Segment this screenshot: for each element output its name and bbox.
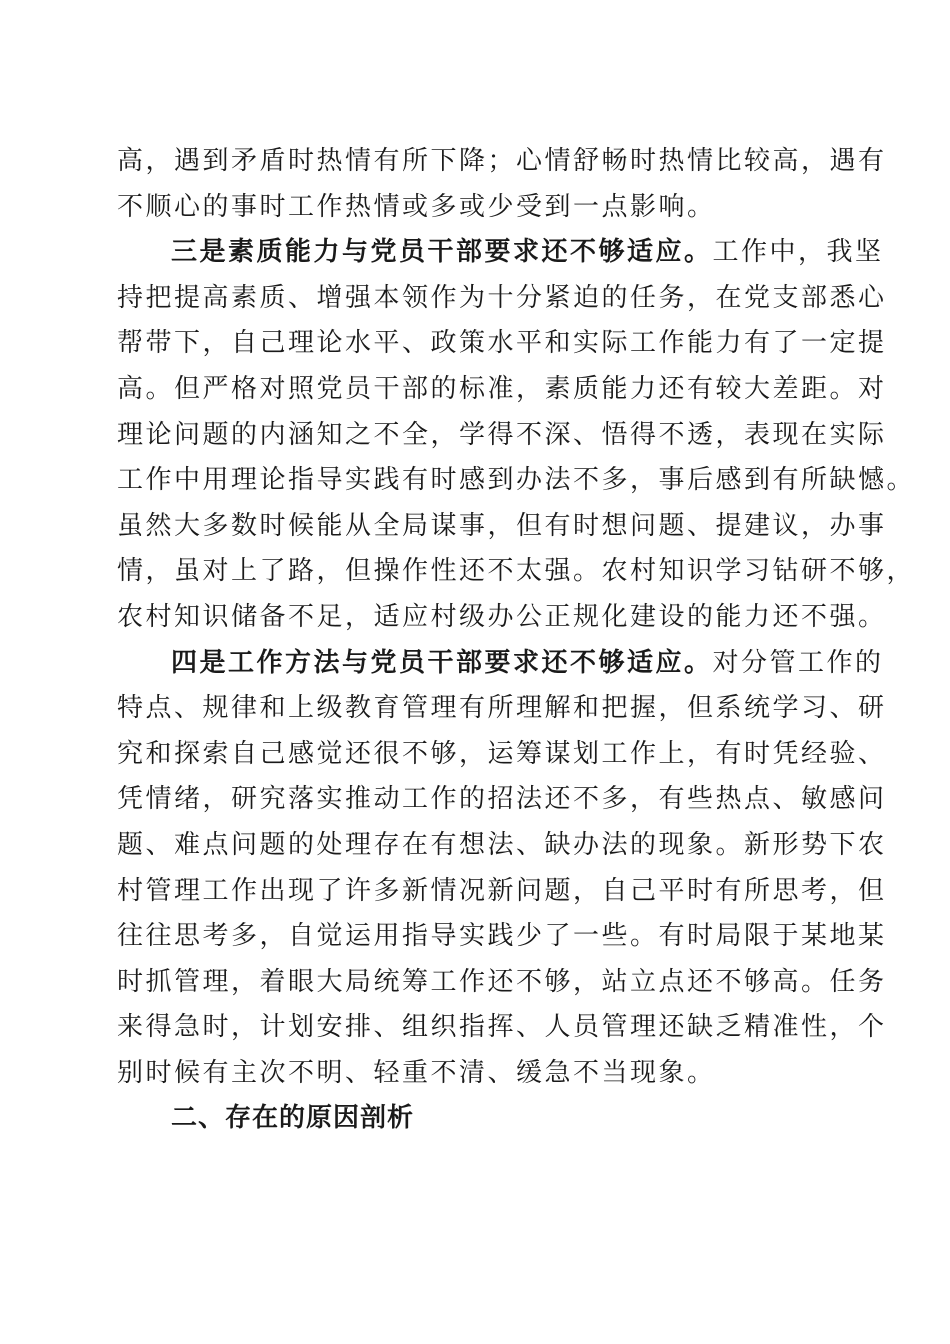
- text-line: 究和探索自己感觉还很不够，运筹谋划工作上，有时凭经验、: [117, 738, 887, 769]
- text-line: 农村知识储备不足，适应村级办公正规化建设的能力还不强。: [117, 601, 887, 632]
- paragraph-4-first-rest: 对分管工作的: [712, 647, 884, 678]
- text-line: 来得急时，计划安排、组织指挥、人员管理还缺乏精准性，个: [117, 1012, 887, 1043]
- text-line: 别时候有主次不明、轻重不清、缓急不当现象。: [117, 1057, 716, 1088]
- paragraph-4-first-line: [117, 641, 884, 687]
- text-line: 题、难点问题的处理存在有想法、缺办法的现象。新形势下农: [117, 829, 887, 860]
- paragraph-3-first-rest: 工作中，我坚: [712, 237, 884, 268]
- text-line: 往往思考多，自觉运用指导实践少了一些。有时局限于某地某: [117, 921, 887, 952]
- paragraph-3-lead: 三是素质能力与党员干部要求还不够适应。: [171, 237, 713, 268]
- document-body: [117, 139, 916, 1142]
- text-line: 凭情绪，研究落实推动工作的招法还不多，有些热点、敏感问: [117, 784, 887, 815]
- section-heading: 二、存在的原因剖析: [171, 1103, 415, 1134]
- text-line: 虽然大多数时候能从全局谋事，但有时想问题、提建议，办事: [117, 510, 887, 541]
- text-line: 帮带下，自己理论水平、政策水平和实际工作能力有了一定提: [117, 328, 887, 359]
- text-line: 村管理工作出现了许多新情况新问题，自己平时有所思考，但: [117, 875, 887, 906]
- text-line: 时抓管理，着眼大局统筹工作还不够，站立点还不够高。任务: [117, 966, 887, 997]
- text-line: 持把提高素质、增强本领作为十分紧迫的任务，在党支部悉心: [117, 282, 887, 313]
- paragraph-3-first-line: [117, 230, 884, 276]
- paragraph-4-lead: 四是工作方法与党员干部要求还不够适应。: [171, 647, 713, 678]
- text-line: 特点、规律和上级教育管理有所理解和把握，但系统学习、研: [117, 693, 887, 724]
- text-line: 不顺心的事时工作热情或多或少受到一点影响。: [117, 191, 716, 222]
- text-line: 理论问题的内涵知之不全，学得不深、悟得不透，表现在实际: [117, 419, 887, 450]
- text-line: 工作中用理论指导实践有时感到办法不多，事后感到有所缺憾。: [117, 465, 916, 496]
- text-line: 高，遇到矛盾时热情有所下降；心情舒畅时热情比较高，遇有: [117, 146, 887, 176]
- text-line: 情，虽对上了路，但操作性还不太强。农村知识学习钻研不够，: [117, 556, 916, 587]
- text-line: 高。但严格对照党员干部的标准，素质能力还有较大差距。对: [117, 373, 887, 404]
